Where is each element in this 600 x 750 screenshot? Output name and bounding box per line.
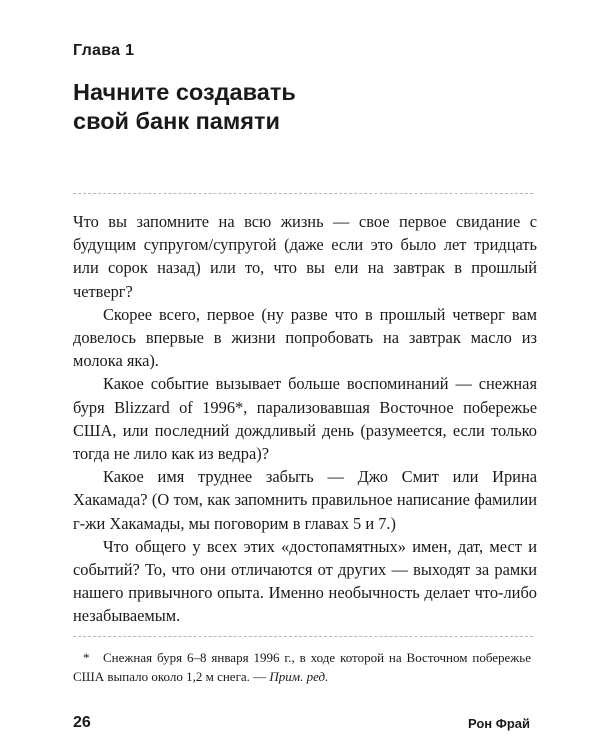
running-footer-author: Рон Фрай [467,716,530,731]
chapter-title [73,78,296,136]
footnote-divider [73,636,533,637]
chapter-title-line-2: свой банк памяти [73,108,280,134]
footnote [73,648,531,686]
chapter-title-line-1: Начните создавать [73,79,296,105]
body-text [73,210,537,628]
footnote-marker: * [83,650,90,665]
chapter-label: Глава 1 [73,42,135,59]
footnote-text: Снежная буря 6–8 января 1996 г., в ходе которой на Восточном побережье США выпало около 1,2 м снега. — [73,650,531,684]
paragraph: Скорее всего, первое (ну разве что в прошлый четверг вам довелось впервые в жизни попробовать на завтрак масло из молока яка). [73,304,537,371]
section-divider [73,193,533,194]
page-number: 26 [73,714,91,731]
paragraph: Какое событие вызывает больше воспоминаний — снежная буря Blizzard of 1996*, парализовавшая Восточное побережье США, или последний дождливый день (разумеется, если только тогда не лило как из ведра)? [73,374,537,464]
paragraph: Что вы запомните на всю жизнь — свое первое свидание с будущим супругом/супругой (даже если это было лет тридцать или сорок назад) или то, что вы ели на завтрак в прошлый четверг? [73,212,537,301]
paragraph: Какое имя труднее забыть — Джо Смит или Ирина Хакамада? (О том, как запомнить правильное написание фамилии г-жи Хакамады, мы поговорим в главах 5 и 7.) [73,467,537,533]
paragraph: Что общего у всех этих «достопамятных» имен, дат, мест и событий? То, что они отличаются от других — выходят за рамки нашего привычного опыта. Именно необычность делает что-либо незабываемым. [73,536,537,626]
footnote-editor-note: Прим. ред. [269,669,329,684]
